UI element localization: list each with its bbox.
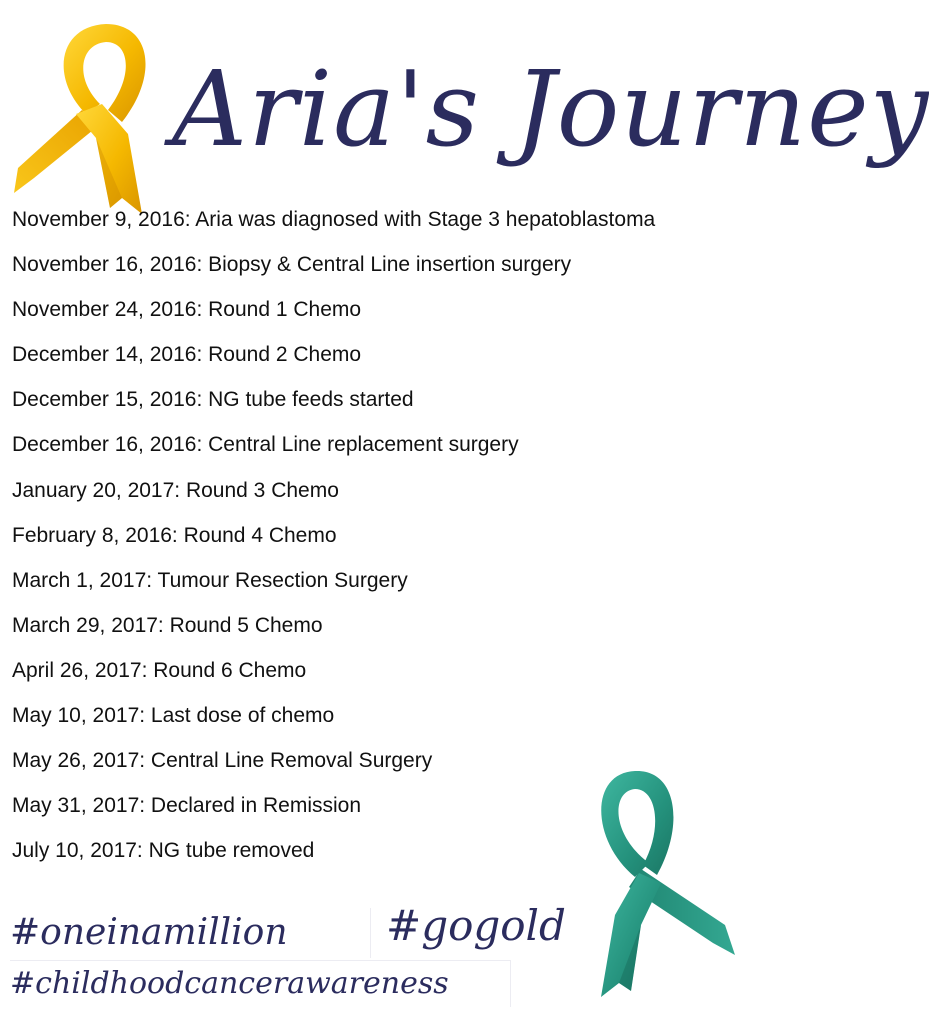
gold-ribbon-icon — [10, 18, 168, 218]
timeline-item: December 16, 2016: Central Line replacement surgery — [12, 433, 519, 457]
timeline-item: November 16, 2016: Biopsy & Central Line insertion surgery — [12, 253, 572, 277]
timeline-item: March 29, 2017: Round 5 Chemo — [12, 613, 323, 637]
page-title: Aria's Journey — [172, 48, 929, 170]
timeline-item: April 26, 2017: Round 6 Chemo — [12, 658, 307, 682]
timeline-item: December 15, 2016: NG tube feeds started — [12, 388, 414, 412]
timeline-item: February 8, 2016: Round 4 Chemo — [12, 523, 337, 547]
hashtag-childhoodcancerawareness: #childhoodcancerawareness — [10, 960, 511, 1007]
timeline-item: January 20, 2017: Round 3 Chemo — [12, 478, 339, 502]
timeline-item: May 10, 2017: Last dose of chemo — [12, 704, 335, 728]
timeline-item: May 31, 2017: Declared in Remission — [12, 794, 362, 818]
timeline-item: March 1, 2017: Tumour Resection Surgery — [12, 568, 408, 592]
hashtag-oneinamillion: #oneinamillion — [10, 908, 371, 958]
timeline-item: July 10, 2017: NG tube removed — [12, 839, 315, 863]
timeline-item: December 14, 2016: Round 2 Chemo — [12, 343, 362, 367]
teal-ribbon-icon — [575, 765, 740, 1005]
hashtag-gogold: #gogold — [386, 901, 566, 950]
timeline-item: May 26, 2017: Central Line Removal Surgery — [12, 749, 433, 773]
timeline-item: November 24, 2016: Round 1 Chemo — [12, 298, 362, 322]
timeline-item: November 9, 2016: Aria was diagnosed with Stage 3 hepatoblastoma — [12, 208, 656, 231]
